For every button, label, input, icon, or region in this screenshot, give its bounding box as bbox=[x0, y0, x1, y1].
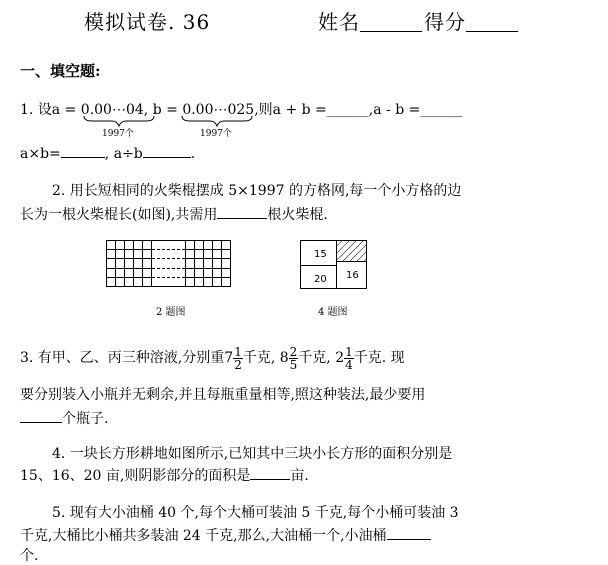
q3-blank[interactable] bbox=[20, 408, 62, 423]
q3-w1-frac bbox=[233, 346, 243, 371]
q1-line2-comma: , bbox=[104, 146, 110, 162]
q3-line1 bbox=[20, 343, 405, 373]
fig2-caption: 2 题图 bbox=[156, 307, 186, 318]
q3-w1-whole: 7 bbox=[224, 350, 234, 366]
q1-blank2[interactable]: ______ bbox=[420, 102, 463, 118]
fig4-cell-20: 20 bbox=[314, 274, 327, 285]
fig4-caption: 4 题图 bbox=[318, 307, 348, 318]
q2-line2 bbox=[20, 204, 328, 224]
section-title: 一、填空题: bbox=[20, 62, 101, 80]
brace-a bbox=[84, 116, 154, 126]
q3-line3-suffix: 个瓶子. bbox=[62, 411, 109, 427]
q3-prefix: 3. 有甲、乙、丙三种溶液,分别重 bbox=[20, 350, 225, 366]
q3-w1-num: 1 bbox=[234, 344, 242, 359]
q1-number: 1. bbox=[20, 102, 34, 118]
q3-w2-den: 5 bbox=[289, 357, 298, 372]
q5-line2-prefix: 千克,大桶比小桶共多装油 24 千克,那么,大油桶一个,小油桶 bbox=[20, 528, 387, 544]
q1-blank1[interactable]: ______ bbox=[326, 102, 369, 118]
q5-blank[interactable] bbox=[387, 525, 431, 540]
q5-line1: 5. 现有大小油桶 40 个,每个大桶可装油 5 千克,每个小桶可装油 3 bbox=[52, 505, 459, 521]
q1-blank-mult[interactable] bbox=[61, 143, 105, 158]
q1-div: a÷b bbox=[113, 146, 143, 162]
q4-blank[interactable] bbox=[250, 465, 290, 480]
q2-line2-prefix: 长为一根火柴棍长(如图),共需用 bbox=[20, 207, 218, 223]
fig4-cell-15: 15 bbox=[314, 249, 327, 260]
q1-comma: , bbox=[143, 102, 149, 118]
q3-w3-num: 1 bbox=[345, 344, 353, 359]
q3-unit1: 千克, bbox=[242, 350, 276, 366]
fig4-rect bbox=[300, 240, 368, 290]
q1-b-prefix: b = bbox=[152, 102, 178, 118]
q1-minus: ,a - b = bbox=[368, 102, 421, 118]
fig2-grid bbox=[106, 240, 232, 288]
q4-line2 bbox=[20, 465, 309, 485]
fig4-cell-16: 16 bbox=[346, 270, 359, 281]
q3-w2-num: 2 bbox=[289, 344, 298, 359]
q3-w3-frac bbox=[344, 346, 354, 371]
q1-brace-label-b: 1997个 bbox=[200, 129, 232, 139]
q2-line1: 2. 用长短相同的火柴棍摆成 5×1997 的方格网,每一个小方格的边 bbox=[52, 183, 462, 199]
q1-line2 bbox=[20, 143, 195, 162]
q4-line2-prefix: 15、16、20 亩,则阴影部分的面积是 bbox=[20, 468, 251, 484]
shaded-region bbox=[337, 241, 366, 261]
name-label: 姓名 bbox=[318, 10, 360, 34]
q1-then: ,则a + b = bbox=[254, 102, 327, 118]
q3-unit2: 千克, bbox=[298, 350, 331, 366]
q1-a-value: 0.00⋯04 bbox=[80, 102, 144, 118]
q1-b-value: 0.00⋯025 bbox=[182, 102, 255, 118]
q4-line1: 4. 一块长方形耕地如图所示,已知其中三块小长方形的面积分别是 bbox=[52, 446, 453, 462]
score-blank[interactable] bbox=[466, 31, 518, 32]
q2-blank[interactable] bbox=[217, 204, 267, 219]
q3-w2-whole: 8 bbox=[279, 350, 289, 366]
q3-w1-den: 2 bbox=[234, 357, 242, 372]
q1-a-prefix: 设a = bbox=[37, 102, 77, 118]
q4-line2-suffix: 亩. bbox=[290, 468, 309, 484]
q5-line3: 个. bbox=[20, 548, 39, 564]
q3-w3-whole: 2 bbox=[335, 350, 345, 366]
q2-line2-suffix: 根火柴棍. bbox=[267, 207, 328, 223]
q3-line3 bbox=[20, 408, 108, 428]
q5-line2 bbox=[20, 525, 431, 545]
q3-w3-den: 4 bbox=[345, 357, 353, 372]
q1-brace-label-a: 1997个 bbox=[102, 129, 134, 139]
name-blank[interactable] bbox=[360, 31, 422, 32]
q1-mult: a×b= bbox=[20, 146, 61, 162]
score-label: 得分 bbox=[424, 10, 466, 34]
brace-b bbox=[182, 116, 252, 126]
q1-blank-div[interactable] bbox=[143, 143, 191, 158]
q1-line2-end: . bbox=[190, 146, 196, 162]
q3-w2-frac bbox=[289, 346, 299, 371]
page-title: 模拟试卷. 36 bbox=[84, 10, 211, 34]
q3-unit3: 千克. 现 bbox=[353, 350, 405, 366]
q3-line2: 要分别装入小瓶并无剩余,并且每瓶重量相等,照这种装法,最少要用 bbox=[20, 387, 426, 403]
